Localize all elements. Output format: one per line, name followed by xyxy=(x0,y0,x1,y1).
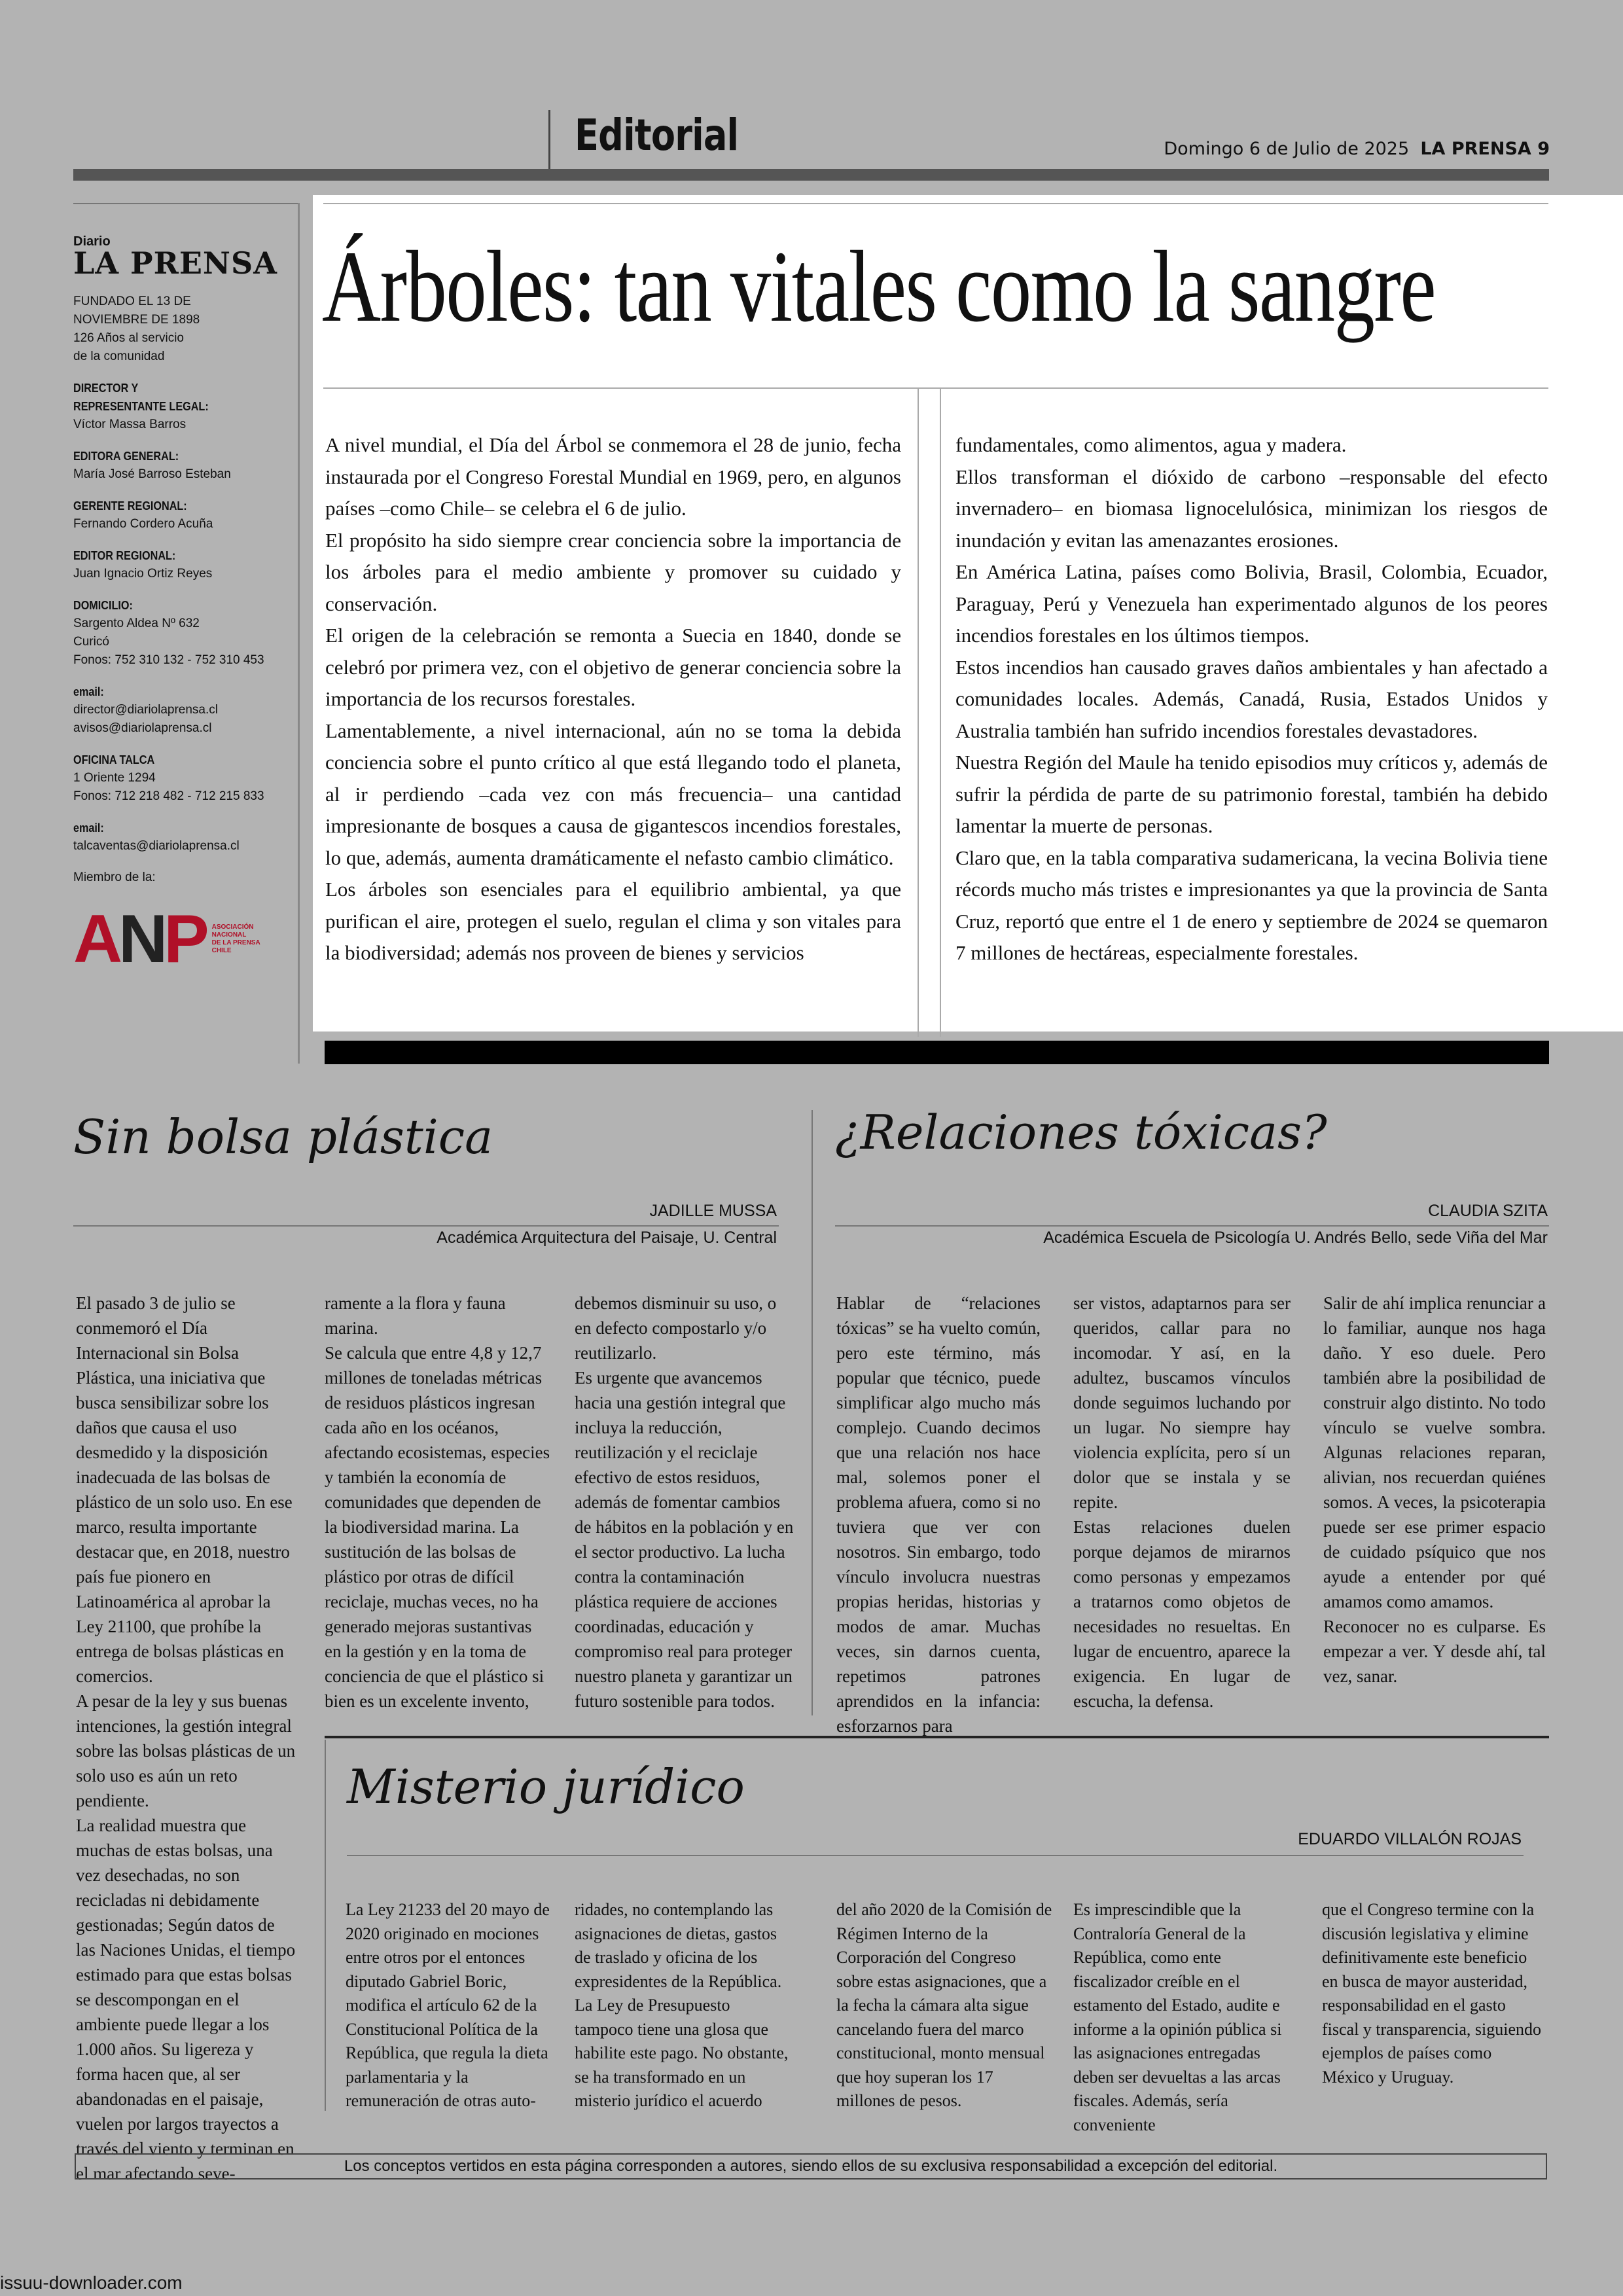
anp-text-line: DE LA PRENSA xyxy=(211,939,260,946)
masthead-label: EDITOR REGIONAL: xyxy=(73,549,176,562)
bolsa-column-3: debemos disminuir su uso, o en defecto compostarlo y/o reutilizarlo. Es urgente que avancemos hacia una gestión integral que incluya la reducción, reutilización y el reciclaje efectivo de estos residuos, además de fomentar cambios de hábitos en la población y en el sector productivo. La lucha contra la contaminación plástica requiere de acciones coordinadas, educación y compromiso real para proteger nuestro planeta y garantizar un futuro sostenible para todos. xyxy=(575,1293,794,1711)
anp-logo xyxy=(73,901,296,977)
masthead-value: Sargento Aldea Nº 632 xyxy=(73,617,200,630)
misterio-column-5: que el Congreso termine con la discusión legislativa y elimine definitivamente este beneficio en busca de mayor austeridad, responsabilidad en el gasto fiscal y transparencia, siguiendo ejemplos de países como México y Uruguay. xyxy=(1322,1900,1541,2087)
paragraph: fundamentales, como alimentos, agua y madera. xyxy=(955,433,1347,456)
masthead-value: Fernando Cordero Acuña xyxy=(73,517,213,531)
bolsa-title: Sin bolsa plástica xyxy=(73,1109,493,1164)
masthead-label: EDITORA GENERAL: xyxy=(73,450,179,463)
founded-line: NOVIEMBRE DE 1898 xyxy=(73,313,200,327)
bolsa-rule xyxy=(73,1225,779,1227)
masthead-block xyxy=(73,447,296,484)
editorial-title-rule xyxy=(323,387,1548,389)
masthead-label: DIRECTOR Y xyxy=(73,382,139,395)
paragraph: A nivel mundial, el Día del Árbol se conmemora el 28 de junio, fecha instaurada por el Congreso Forestal Mundial en 1969, pero, en algunos países –como Chile– se celebra el 6 de julio. xyxy=(325,433,901,520)
misterio-rule xyxy=(347,1855,1524,1856)
anp-text-line: CHILE xyxy=(211,947,232,954)
toxicas-author: CLAUDIA SZITA xyxy=(1428,1202,1548,1220)
masthead-block xyxy=(73,379,296,434)
masthead-block xyxy=(73,596,296,670)
column-rule xyxy=(940,389,941,1037)
editorial-column-2 xyxy=(955,429,1548,969)
masthead-label: DOMICILIO: xyxy=(73,599,133,612)
founded-line: 126 Años al servicio xyxy=(73,331,184,345)
editorial-title: Árboles: tan vitales como la sangre xyxy=(322,230,1436,343)
masthead-value: Juan Ignacio Ortiz Reyes xyxy=(73,567,213,581)
column-rule xyxy=(918,389,919,1037)
paragraph: El origen de la celebración se remonta a Suecia en 1840, donde se celebró por primera vez, con el objetivo de generar conciencia sobre la importancia de los recursos forestales. xyxy=(325,624,901,710)
misterio-left-rule xyxy=(325,1740,326,2111)
anp-logo-mark: ANP xyxy=(73,901,205,977)
misterio-author: EDUARDO VILLALÓN ROJAS xyxy=(1298,1830,1522,1848)
masthead-side-rule xyxy=(298,203,300,1064)
toxicas-title: ¿Relaciones tóxicas? xyxy=(835,1105,1327,1160)
masthead-block xyxy=(73,547,296,583)
masthead-value: Víctor Massa Barros xyxy=(73,418,187,431)
anp-text-line: ASOCIACIÓN xyxy=(211,924,254,931)
paragraph: Los árboles son esenciales para el equilibrio ambiental, ya que purifican el aire, protegen el suelo, regulan el clima y son vitales para la biodiversidad; además nos proveen de bienes y servicios xyxy=(325,878,901,964)
founded-line: FUNDADO EL 13 DE xyxy=(73,295,191,308)
masthead-founded xyxy=(73,293,296,366)
masthead-value: 1 Oriente 1294 xyxy=(73,771,156,785)
misterio-column-3: del año 2020 de la Comisión de Régimen Interno de la Corporación del Congreso sobre estas asignaciones, que a la fecha la cámara alta sigue cancelando fuera del marco constitucional, monto mensual que hoy superan los 17 millones de pesos. xyxy=(836,1900,1052,2110)
bolsa-author: JADILLE MUSSA xyxy=(649,1202,777,1220)
masthead-block xyxy=(73,819,296,855)
masthead-label: REPRESENTANTE LEGAL: xyxy=(73,400,209,413)
toxicas-rule xyxy=(835,1225,1549,1227)
toxicas-column-3: Salir de ahí implica renunciar a lo familiar, aunque nos haga daño. Y eso duele. Pero también abre la posibilidad de construir algo distinto. No todo vínculo se vuelve sombra. Algunas relaciones reparan, alivian, nos recuerdan quiénes somos. A veces, la psicoterapia puede ser ese primer espacio de cuidado psíquico que nos ayude a entender por qué amamos como amamos. Reconocer no es culparse. Es empezar a ver. Y desde ahí, tal vez, sanar. xyxy=(1323,1293,1546,1686)
section-title: Editorial xyxy=(575,110,739,160)
toxicas-column-1: Hablar de “relaciones tóxicas” se ha vuelto común, pero este término, más popular que técnico, puede simplificar algo mucho más complejo. Cuando decimos que una relación nos hace mal, solemos poner el problema afuera, como si no tuviera que ver con nosotros. Sin embargo, todo vínculo involucra nuestras propias heridas, historias y modos de amar. Muchas veces, sin darnos cuenta, repetimos patrones aprendidos en la infancia: esforzarnos para xyxy=(836,1293,1041,1736)
masthead-block xyxy=(73,751,296,806)
header-page: LA PRENSA 9 xyxy=(1420,139,1550,159)
misterio-column-4: Es imprescindible que la Contraloría General de la República, como ente fiscalizador creíble en el estamento del Estado, audite e informe a la opinión pública si las asignaciones entregadas deben ser devueltas a las arcas fiscales. Además, sería conveniente xyxy=(1073,1900,1282,2134)
masthead xyxy=(73,203,296,977)
masthead-value: Fonos: 712 218 482 - 712 215 833 xyxy=(73,789,264,803)
paragraph: El propósito ha sido siempre crear conciencia sobre la importancia de los árboles para el medio ambiente y promover su cuidado y conservación. xyxy=(325,528,901,615)
masthead-staff xyxy=(73,379,296,855)
masthead-label: email: xyxy=(73,685,104,698)
masthead-value: María José Barroso Esteban xyxy=(73,467,231,481)
header-date: Domingo 6 de Julio de 2025 xyxy=(1164,139,1410,159)
misterio-top-rule xyxy=(325,1736,1549,1738)
header-date-line xyxy=(1164,139,1550,159)
paragraph: Ellos transforman el dióxido de carbono –responsable del efecto invernadero– en biomasa lignocelulósica, minimizan los riesgos de inundación y evitan las amenazantes erosiones. xyxy=(955,465,1548,552)
masthead-diario: Diario xyxy=(73,234,111,249)
paragraph: En América Latina, países como Bolivia, Brasil, Colombia, Ecuador, Paraguay, Perú y Venezuela han experimentado algunos de los peores incendios forestales en los últimos tiempos. xyxy=(955,560,1548,647)
editorial-bottom-bar xyxy=(325,1041,1549,1064)
masthead-value: avisos@diariolaprensa.cl xyxy=(73,721,212,735)
paragraph: Estos incendios han causado graves daños ambientales y han afectado a comunidades locales. Además, Canadá, Rusia, Estados Unidos y Australia también han sufrido incendios forestales devastadores. xyxy=(955,655,1548,742)
bolsa-column-2: ramente a la flora y fauna marina. Se calcula que entre 4,8 y 12,7 millones de toneladas métricas de residuos plásticos ingresan cada año en los océanos, afectando ecosistemas, especies y también la economía de comunidades que dependen de la biodiversidad marina. La sustitución de las bolsas de plástico por otras de difícil reciclaje, muchas veces, no ha generado mejoras sustantivas en la gestión y en la toma de conciencia de que el plástico si bien es un excelente invento, xyxy=(325,1293,550,1711)
anp-logo-text xyxy=(212,924,260,955)
masthead-label: GERENTE REGIONAL: xyxy=(73,499,187,512)
masthead-value: Fonos: 752 310 132 - 752 310 453 xyxy=(73,653,264,667)
masthead-block xyxy=(73,683,296,738)
footer-disclaimer: Los conceptos vertidos en esta página corresponden a autores, siendo ellos de su exclusiva responsabilidad a excepción del editorial. xyxy=(75,2153,1547,2179)
masthead-logo: LA PRENSA xyxy=(73,245,277,281)
section-divider xyxy=(548,110,550,170)
member-of: Miembro de la: xyxy=(73,870,156,884)
masthead-block xyxy=(73,497,296,533)
toxicas-affiliation: Académica Escuela de Psicología U. Andrés Bello, sede Viña del Mar xyxy=(1043,1229,1548,1247)
watermark-text: issuu-downloader.com xyxy=(0,2272,183,2293)
masthead-value: director@diariolaprensa.cl xyxy=(73,703,218,717)
opinion-divider xyxy=(812,1110,813,1715)
paragraph: Nuestra Región del Maule ha tenido episodios muy críticos y, además de sufrir la pérdida de parte de su patrimonio forestal, también ha debido lamentar la muerte de personas. xyxy=(955,751,1548,837)
paragraph: Lamentablemente, a nivel internacional, aún no se toma la debida conciencia sobre el punto crítico al que está llegando todo el planeta, al ir perdiendo –cada vez con más frecuencia– una cantidad impresionante de bosques a causa de gigantescos incendios forestales, lo que, además, aumenta dramáticamente el nefasto cambio climático. xyxy=(325,719,901,869)
misterio-column-2: ridades, no contemplando las asignaciones de dietas, gastos de traslado y oficina de los expresidentes de la República. La Ley de Presupuesto tampoco tiene una glosa que habilite este pago. No obstante, se ha transformado en un misterio jurídico el acuerdo xyxy=(575,1900,789,2110)
toxicas-column-2: ser vistos, adaptarnos para ser queridos, callar para no incomodar. Y así, en la adultez, buscamos vínculos donde seguimos luchando por un lugar. No siempre hay violencia explícita, pero sí un dolor que se instala y se repite. Estas relaciones duelen porque dejamos de mirarnos como personas y empezamos a tratarnos como objetos de necesidades no resueltas. En lugar de encuentro, aparece la exigencia. En lugar de escucha, la defensa. xyxy=(1073,1293,1291,1711)
bolsa-affiliation: Académica Arquitectura del Paisaje, U. Central xyxy=(437,1229,777,1247)
anp-text-line: NACIONAL xyxy=(211,931,247,939)
editorial-top-rule xyxy=(323,203,1548,204)
misterio-title: Misterio jurídico xyxy=(347,1759,745,1814)
editorial-column-1 xyxy=(325,429,901,969)
masthead-value: Curicó xyxy=(73,635,109,649)
masthead-value: talcaventas@diariolaprensa.cl xyxy=(73,839,240,853)
misterio-column-1: La Ley 21233 del 20 mayo de 2020 originado en mociones entre otros por el entonces diputado Gabriel Boric, modifica el artículo 62 de la Constitucional Política de la República, que regula la dieta parlamentaria y la remuneración de otras auto- xyxy=(346,1900,550,2110)
bolsa-column-1: El pasado 3 de julio se conmemoró el Día Internacional sin Bolsa Plástica, una iniciativa que busca sensibilizar sobre los daños que causa el uso desmedido y la disposición inadecuada de las bolsas de plástico de un solo uso. En ese marco, resulta importante destacar que, en 2018, nuestro país fue pionero en Latinoamérica al aprobar la Ley 21100, que prohíbe la entrega de bolsas plásticas en comercios. A pesar de la ley y sus buenas intenciones, la gestión integral sobre las bolsas plásticas de un solo uso es aún un reto pendiente. La realidad muestra que muchas de estas bolsas, una vez desechadas, no son recicladas ni debidamente gestionadas; Según datos de las Naciones Unidas, el tiempo estimado para que estas bolsas se descompongan en el ambiente puede llegar a los 1.000 años. Su ligereza y forma hacen que, al ser abandonadas en el paisaje, vuelen por largos trayectos a través del viento y terminan en el mar afectando seve- xyxy=(76,1293,296,2183)
founded-line: de la comunidad xyxy=(73,350,165,363)
header-rule xyxy=(73,169,1549,181)
masthead-label: OFICINA TALCA xyxy=(73,753,155,766)
paragraph: Claro que, en la tabla comparativa sudamericana, la vecina Bolivia tiene récords mucho más tristes e impresionantes ya que la provincia de Santa Cruz, reportó que entre el 1 de enero y septiembre de 2024 se quemaron 7 millones de hectáreas, especialmente forestales. xyxy=(955,846,1548,964)
masthead-label: email: xyxy=(73,821,104,834)
